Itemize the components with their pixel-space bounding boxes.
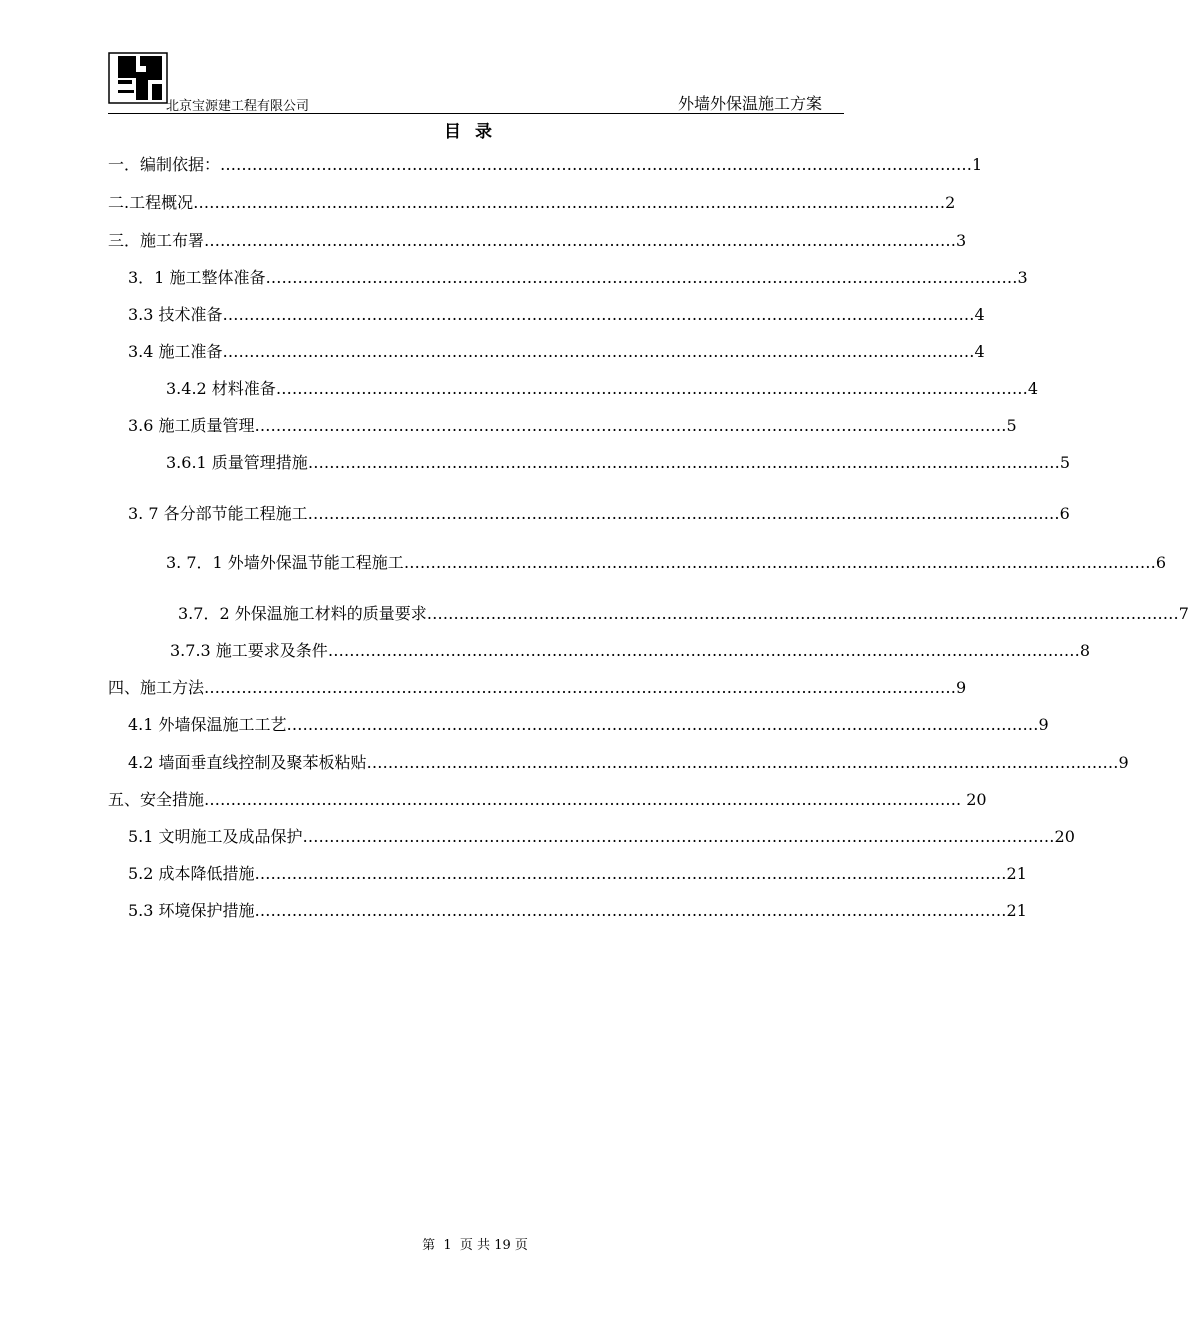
toc-entry-title: 3.6.1 质量管理措施 [166, 453, 308, 472]
toc-entry-page: . 20 [956, 790, 987, 809]
toc-entry-page: 5 [1006, 416, 1017, 435]
toc-leader-dots: …………………………………………………………………………………………………………………………… [302, 827, 1055, 846]
toc-entry[interactable] [128, 825, 1075, 849]
toc-entry[interactable] [128, 303, 985, 327]
toc-leader-dots: …………………………………………………………………………………………………………………………… [265, 268, 1018, 287]
toc-entry[interactable] [128, 862, 1027, 886]
toc-leader-dots: …………………………………………………………………………………………………………………………… [204, 231, 957, 250]
toc-leader-dots: …………………………………………………………………………………………………………………………… [204, 678, 957, 697]
toc-entry-page: 9 [956, 678, 967, 697]
document-title: 外墙外保温施工方案 [677, 94, 822, 113]
toc-entry-page: 1 [972, 155, 983, 174]
toc-entry-title: 5.3 环境保护措施 [128, 901, 255, 920]
toc-entry-page: 21 [1006, 864, 1027, 883]
toc-leader-dots: …………………………………………………………………………………………………………………………… [193, 193, 946, 212]
toc-leader-dots: …………………………………………………………………………………………………………………………… [222, 305, 975, 324]
toc-entry[interactable] [108, 191, 956, 215]
toc-leader-dots: …………………………………………………………………………………………………………………………… [307, 504, 1060, 523]
toc-entry-page: 21 [1006, 901, 1027, 920]
toc-entry-title: 3.4.2 材料准备 [166, 379, 276, 398]
toc-entry-title: 3.7．2 外保温施工材料的质量要求 [178, 604, 427, 623]
toc-entry-page: 8 [1079, 641, 1090, 660]
toc-entry-title: 4.1 外墙保温施工工艺 [128, 715, 287, 734]
toc-entry-page: 3 [956, 231, 967, 250]
toc-leader-dots: …………………………………………………………………………………………………………………………… [220, 155, 973, 174]
toc-entry[interactable] [128, 340, 985, 364]
toc-leader-dots: …………………………………………………………………………………………………………………………… [254, 864, 1007, 883]
toc-entry-page: 7 [1178, 604, 1189, 623]
toc-entry[interactable] [128, 266, 1028, 290]
toc-entry[interactable] [128, 751, 1129, 775]
toc-entry-title: 3.4 施工准备 [128, 342, 223, 361]
toc-entry-page: 5 [1059, 453, 1070, 472]
toc-entry-page: 20 [1054, 827, 1075, 846]
header-rule [108, 113, 844, 114]
toc-entry-page: 6 [1155, 553, 1166, 572]
toc-leader-dots: …………………………………………………………………………………………………………………………… [204, 790, 957, 809]
toc-leader-dots: …………………………………………………………………………………………………………………………… [307, 453, 1060, 472]
toc-entry[interactable] [108, 229, 967, 253]
toc-entry-page: 2 [945, 193, 956, 212]
toc-entry-title: 三．施工布署 [108, 231, 205, 250]
toc-entry-title: 3. 7．1 外墙外保温节能工程施工 [166, 553, 404, 572]
toc-entry-title: 3. 7 各分部节能工程施工 [128, 504, 308, 523]
toc-entry-title: 5.1 文明施工及成品保护 [128, 827, 303, 846]
toc-entry-page: 3 [1017, 268, 1028, 287]
toc-entry[interactable] [128, 713, 1049, 737]
toc-entry[interactable] [178, 602, 1189, 626]
toc-entry[interactable] [128, 899, 1027, 923]
toc-entry-page: 9 [1118, 753, 1129, 772]
toc-leader-dots: …………………………………………………………………………………………………………………………… [327, 641, 1080, 660]
toc-entry[interactable] [170, 639, 1090, 663]
toc-entry[interactable] [166, 377, 1038, 401]
toc-leader-dots: …………………………………………………………………………………………………………………………… [426, 604, 1179, 623]
company-name: 北京宝源建工程有限公司 [166, 99, 310, 114]
toc-entry-page: 4 [974, 305, 985, 324]
toc-entry[interactable] [108, 676, 967, 700]
toc-entry-page: 6 [1059, 504, 1070, 523]
toc-heading: 目录 [444, 122, 506, 142]
toc-leader-dots: …………………………………………………………………………………………………………………………… [366, 753, 1119, 772]
toc-entry-title: 一．编制依据： [108, 155, 221, 174]
toc-entry-title: 3.7.3 施工要求及条件 [170, 641, 328, 660]
toc-leader-dots: …………………………………………………………………………………………………………………………… [286, 715, 1039, 734]
toc-entry[interactable] [128, 502, 1070, 526]
toc-entry-title: 4.2 墙面垂直线控制及聚苯板粘贴 [128, 753, 367, 772]
toc-entry-title: 3.3 技术准备 [128, 305, 223, 324]
toc-entry[interactable] [166, 551, 1166, 575]
toc-entry[interactable] [108, 788, 987, 812]
toc-entry[interactable] [128, 414, 1017, 438]
company-logo [108, 52, 168, 104]
toc-entry-page: 4 [1027, 379, 1038, 398]
toc-leader-dots: …………………………………………………………………………………………………………………………… [275, 379, 1028, 398]
toc-entry-title: 3．1 施工整体准备 [128, 268, 266, 287]
toc-entry-title: 二.工程概况 [108, 193, 194, 212]
toc-entry-title: 5.2 成本降低措施 [128, 864, 255, 883]
toc-leader-dots: …………………………………………………………………………………………………………………………… [254, 416, 1007, 435]
toc-entry-title: 3.6 施工质量管理 [128, 416, 255, 435]
toc-entry[interactable] [166, 451, 1070, 475]
page-footer: 第 1 页 共 19 页 [422, 1238, 528, 1253]
toc-leader-dots: …………………………………………………………………………………………………………………………… [254, 901, 1007, 920]
toc-leader-dots: …………………………………………………………………………………………………………………………… [222, 342, 975, 361]
toc-entry-title: 五、安全措施 [108, 790, 205, 809]
toc-entry-title: 四、施工方法 [108, 678, 205, 697]
toc-leader-dots: …………………………………………………………………………………………………………………………… [403, 553, 1156, 572]
toc-entry-page: 4 [974, 342, 985, 361]
toc-entry[interactable] [108, 153, 983, 177]
toc-entry-page: 9 [1038, 715, 1049, 734]
